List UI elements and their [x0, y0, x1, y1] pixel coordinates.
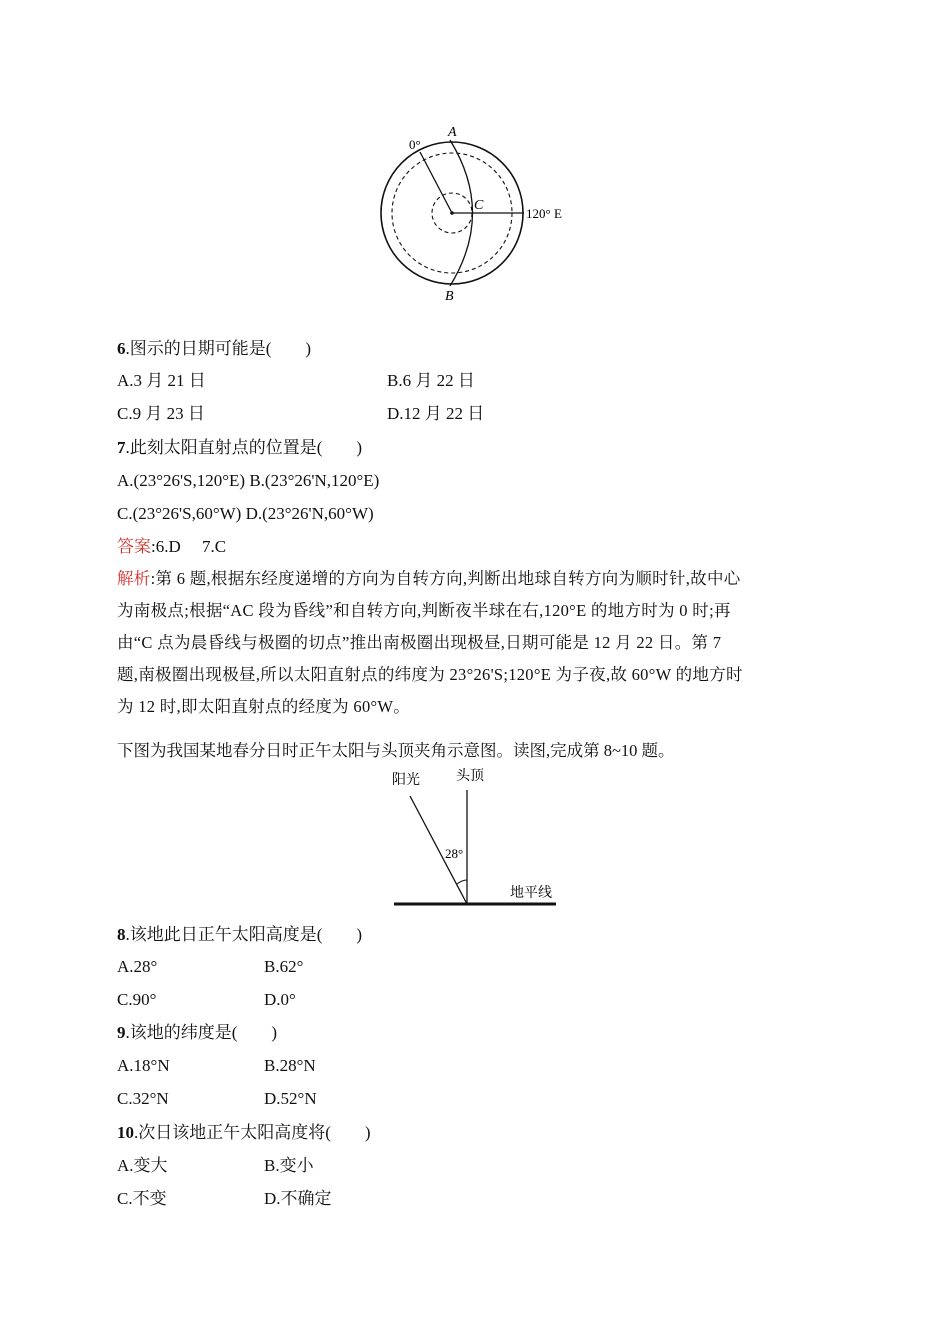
- q6-option-a: A.3 月 21 日: [117, 371, 206, 390]
- q6-option-c: C.9 月 23 日: [117, 404, 205, 423]
- label-a: A: [448, 125, 457, 140]
- q10-option-c: C.不变: [117, 1189, 167, 1208]
- sun-angle-diagram: [385, 765, 575, 910]
- q9-option-c: C.32°N: [117, 1089, 169, 1108]
- meridian-0: [420, 152, 452, 213]
- label-0deg: 0°: [409, 137, 421, 152]
- q6-number: 6: [117, 339, 126, 358]
- label-angle: 28°: [445, 846, 464, 861]
- q9-number: 9: [117, 1023, 126, 1042]
- q9-option-a: A.18°N: [117, 1056, 170, 1075]
- q10-option-d: D.不确定: [264, 1189, 332, 1208]
- q6-option-d: D.12 月 22 日: [387, 404, 485, 423]
- label-c: C: [474, 198, 484, 213]
- q10-stem: [117, 1122, 371, 1144]
- q10-number: 10: [117, 1123, 134, 1142]
- analysis-line-3: 由“C 点为晨昏线与极圈的切点”推出南极圈出现极昼,日期可能是 12 月 22 日。第 7: [117, 633, 722, 652]
- q10-option-a: A.变大: [117, 1156, 168, 1175]
- analysis-line-4: 题,南极圈出现极昼,所以太阳直射点的纬度为 23°26'S;120°E 为子夜,故 60°W 的地方时: [117, 665, 743, 684]
- answer-label: 答案: [117, 537, 151, 556]
- q7-number: 7: [117, 438, 126, 457]
- q8-stem: [117, 924, 362, 946]
- q6-option-b: B.6 月 22 日: [387, 371, 475, 390]
- label-zenith: 头顶: [456, 769, 484, 784]
- analysis-label: 解析: [117, 569, 151, 588]
- q6-stem: [117, 338, 311, 360]
- q8-option-b: B.62°: [264, 957, 304, 976]
- q8-option-a: A.28°: [117, 957, 158, 976]
- q9-stem: [117, 1022, 277, 1044]
- q7-stem-text: .此刻太阳直射点的位置是( ): [125, 438, 363, 457]
- label-sunlight: 阳光: [392, 773, 420, 788]
- analysis-line-1: [117, 563, 837, 595]
- polar-diagram: [370, 120, 590, 310]
- answer-text: :6.D 7.C: [151, 537, 227, 556]
- analysis-line-2: 为南极点;根据“AC 段为昏线”和自转方向,判断夜半球在右,120°E 的地方时为 0 时;再: [117, 601, 731, 620]
- analysis-paragraph: [117, 563, 837, 723]
- q7-stem: [117, 437, 362, 459]
- q8-stem-text: .该地此日正午太阳高度是( ): [125, 925, 363, 944]
- label-120e: 120° E: [526, 206, 562, 221]
- angle-arc: [457, 880, 467, 884]
- label-b: B: [445, 289, 454, 304]
- q9-option-b: B.28°N: [264, 1056, 316, 1075]
- q9-option-d: D.52°N: [264, 1089, 317, 1108]
- answer-line: [117, 536, 226, 558]
- q8-option-d: D.0°: [264, 990, 296, 1009]
- q10-stem-text: .次日该地正午太阳高度将( ): [134, 1123, 371, 1142]
- q9-stem-text: .该地的纬度是( ): [125, 1023, 278, 1042]
- label-horizon: 地平线: [510, 886, 552, 901]
- q8-number: 8: [117, 925, 126, 944]
- intro-8-10: 下图为我国某地春分日时正午太阳与头顶夹角示意图。读图,完成第 8~10 题。: [117, 741, 675, 760]
- analysis-line-1-text: :第 6 题,根据东经度递增的方向为自转方向,判断出地球自转方向为顺时针,故中心: [150, 569, 741, 588]
- q7-options-cd: C.(23°26'S,60°W) D.(23°26'N,60°W): [117, 504, 374, 523]
- q10-option-b: B.变小: [264, 1156, 314, 1175]
- q6-stem-text: .图示的日期可能是( ): [125, 339, 312, 358]
- pole-point: [450, 211, 454, 215]
- q8-option-c: C.90°: [117, 990, 157, 1009]
- q7-options-ab: A.(23°26'S,120°E) B.(23°26'N,120°E): [117, 471, 380, 490]
- analysis-line-5: 为 12 时,即太阳直射点的经度为 60°W。: [117, 697, 411, 716]
